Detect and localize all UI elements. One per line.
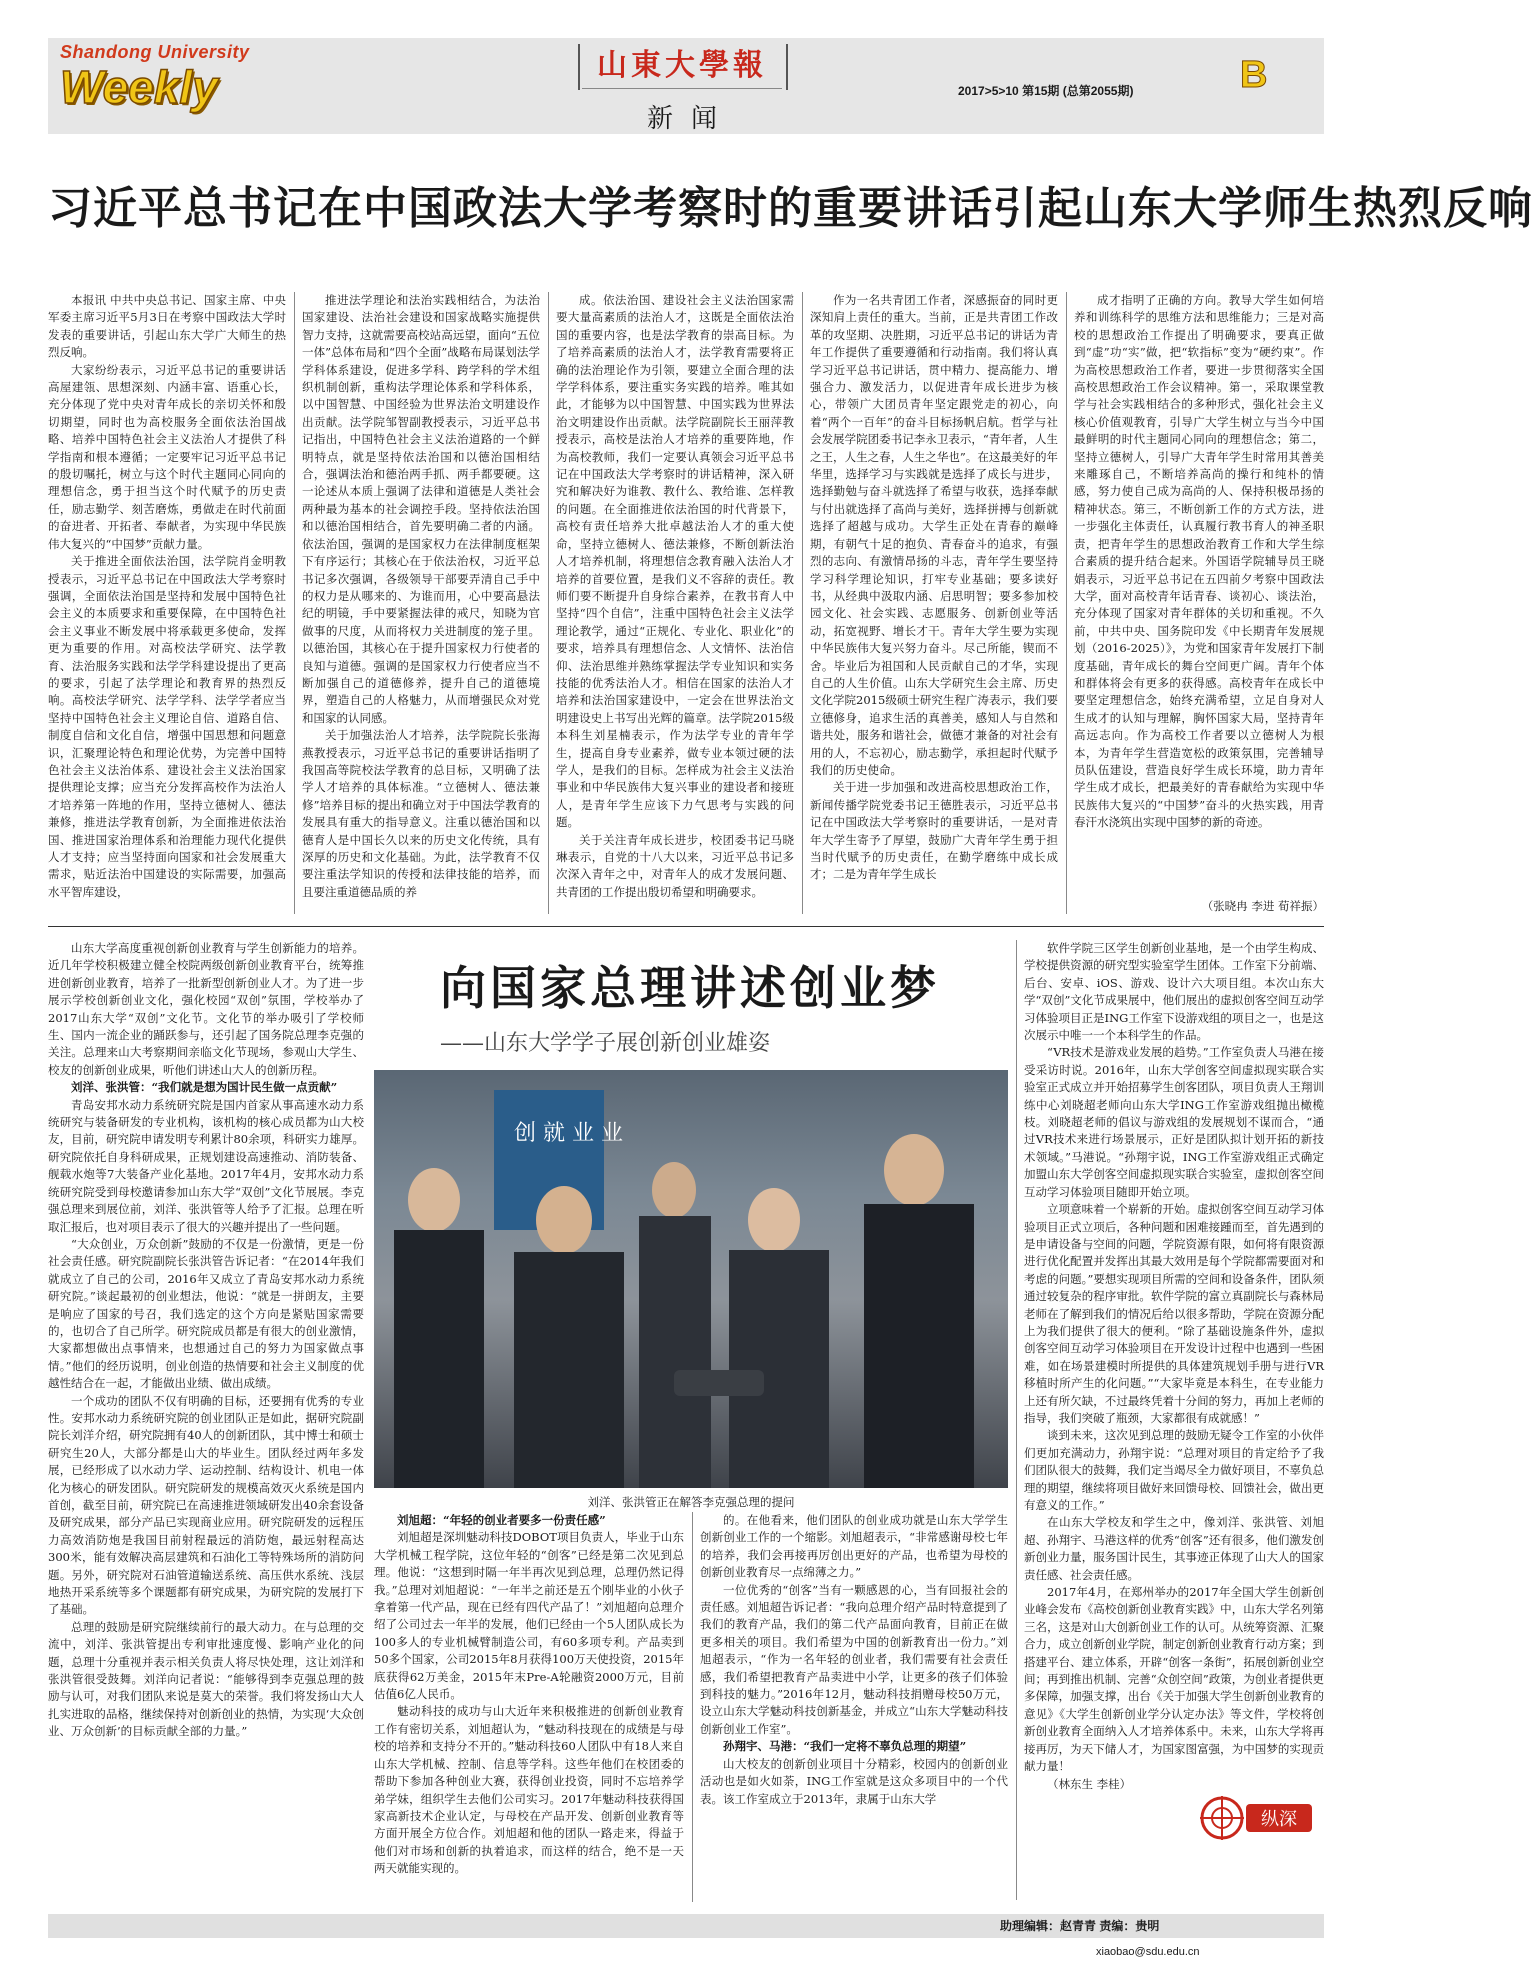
footer-email: xiaobao@sdu.edu.cn (1096, 1946, 1200, 1958)
paragraph: 立项意味着一个崭新的开始。虚拟创客空间互动学习体验项目正式立项后，各种问题和困难接踵而至，首先遇到的是申请设备与空间的问题，学院资源有限，如何将有限资源进行优化配置并发挥出其最大效用是每个学院都需要面对和考虑的问题。”要想实现项目所需的空间和设备条件，团队须通过较复杂的程序审批。软件学院的富立真副院长与森林局老师在了解到我们的情况后给以很多帮助，学院在资源分配上为我们提供了很大的便利。“除了基础设施条件外，虚拟创客空间互动学习体验项目在开发设计过程中也遇到一些困难，如在场景建模时所提供的具体建筑规划手册与进行VR移植时所产生的化问题。”“大家毕竟是本科生，在专业能力上还有所欠缺，不过最终凭着十分间的努力，再加上老师的指导，我们突破了瓶颈，大家都很有成就感！” (1024, 1202, 1324, 1425)
paragraph: 推进法学理论和法治实践相结合，为法治国家建设、法治社会建设和国家战略实施提供智力支持，这就需要高校站高远望，面向“五位一体”总体布局和“四个全面”战略布局谋划法学学科体系建设，促进多学科、跨学科的学术组织机制创新，重构法学理论体系和学科体系，以中国智慧、中国经验为世界法治文明建设作出贡献。法学院邹智副教授表示，习近平总书记指出，中国特色社会主义法治道路的一个鲜明特点，就是坚持依法治国和以德治国相结合，强调法治和德治两手抓、两手都要硬。这一论述从本质上强调了法律和道德是人类社会两种最为基本的社会调控手段。坚持依法治国和以德治国相结合，首先要明确二者的内涵。依法治国，强调的是国家权力在法律制度框架下有序运行；其核心在于依法治权，习近平总书记多次强调，各级领导干部要弄清自己手中的权力是从哪来的、为谁而用，心中要高悬法纪的明镜，手中要紧握法律的戒尺，知晓为官做事的尺度，从而将权力关进制度的笼子里。以德治国，其核心在于提升国家权力行使者的良知与道德。强调的是国家权力行使者应当不断加强自己的道德修养，提升自己的道德境界，塑造自己的人格魅力，从而增强民众对党和国家的认同感。 (302, 293, 540, 725)
column-rule (294, 292, 295, 914)
masthead-title: 山東大學報 (597, 48, 767, 83)
column-rule (1016, 940, 1017, 1900)
paragraph: “VR技术是游戏业发展的趋势。”工作室负责人马港在接受采访时说。2016年，山东大学创客空间虚拟现实联合实验室正式成立并开始招募学生创客团队，项目负责人王翔训练中心刘晓超老师向山东大学ING工作室游戏组抛出橄榄枝。刘晓超老师的倡议与游戏组的发展规划不谋而合，“通过VR技术来进行场景展示，正好是团队拟计划开拓的新技术领域。”马港说。“孙翔宇说，ING工作室游戏组正式确定加盟山东大学创客空间虚拟现实联合实验室，虚拟创客空间互动学习体验项目随即开始立项。 (1024, 1045, 1324, 1199)
paragraph: 大家纷纷表示，习近平总书记的重要讲话高屋建瓴、思想深刻、内涵丰富、语重心长，充分体现了党中央对青年成长的亲切关怀和殷切期望，同时也为高校服务全面依法治国战略、培养中国特色社会主义法治人才提供了科学指南和根本遵循；一定要牢记习近平总书记的殷切嘱托，树立与这个时代主题同心同向的理想信念，勇于担当这个时代赋予的历史责任，励志勤学、刻苦磨炼，勇做走在时代前面的奋进者、开拓者、奉献者，为实现中华民族伟大复兴的“中国梦”贡献力量。 (48, 362, 286, 551)
paragraph: 在山东大学校友和学生之中，像刘洋、张洪管、刘旭超、孙翔宇、马港这样的优秀“创客”还有很多，他们激发创新创业力量，服务国计民生，其事迹正体现了山大人的国家责任感、社会责任感。 (1024, 1515, 1324, 1582)
section-stamp (1200, 1794, 1316, 1842)
feature-column-middle-2 (700, 1512, 1008, 1905)
article-column-5 (1074, 292, 1324, 896)
paragraph: 青岛安邦水动力系统研究院是国内首家从事高速水动力系统研究与装备研发的专业机构，该机构的核心成员都为山大校友，目前，研究院申请发明专利累计80余项，科研实力雄厚。研究院依托自身科研成果，正规划建设高速推动、消防装备、舰载水炮等7大装备产业化基地。2017年4月，安邦水动力系统研究院受到母校邀请参加山东大学“双创”文化节展展。李克强总理来到展位前，刘洋、张洪管等人给予了汇报。总理在听取汇报后，也对项目表示了很大的兴趣并提出了一些问题。 (48, 1097, 364, 1234)
section-divider (48, 926, 1324, 927)
column-rule (692, 1512, 693, 1902)
paragraph: 谈到未来，这次见到总理的鼓励无疑令工作室的小伙伴们更加充满动力，孙翔宇说：“总理对项目的肯定给予了我们团队很大的鼓舞，我们定当竭尽全力做好项目，不辜负总理的期望，继续将项目做好来回馈母校、回馈社会，做出更有意义的工作。” (1024, 1428, 1324, 1512)
issue-line: 2017>5>10 第15期 (总第2055期) (958, 84, 1134, 98)
photo-illustration (374, 1070, 1008, 1488)
article-column-3 (556, 292, 794, 916)
paragraph: 山东大学高度重视创新创业教育与学生创新能力的培养。近几年学校积极建立健全校院两级创新创业教育平台，统筹推进创新创业教育，培养了一批新型创新创业人才。为了进一步展示学校创新创业文化，强化校园“双创”氛围，学校举办了2017山东大学“双创”文化节。文化节的举办吸引了学校师生、国内一流企业的踊跃参与，还引起了国务院总理李克强的关注。总理来山大考察期间亲临文化节现场，参观山大学生、校友的创新创业成果，听他们讲述山大人的创新历程。 (48, 941, 364, 1077)
paragraph: 总理的鼓励是研究院继续前行的最大动力。在与总理的交流中，刘洋、张洪管提出专利审批速度慢、影响产业化的问题，总理十分重视并表示相关负责人将尽快处理，这让刘洋和张洪管很受鼓舞。刘洋向记者说：“能够得到李克强总理的鼓励与认可，对我们团队来说是莫大的荣誉。我们将发扬山大人扎实进取的品格，继续保持对创新创业的热情，为实现‘大众创业、万众创新’的目标贡献全部的力量。” (48, 1619, 364, 1739)
article-byline: （张晓冉 李进 荀祥振） (1201, 899, 1324, 913)
main-headline: 习近平总书记在中国政法大学考察时的重要讲话引起山东大学师生热烈反响 (48, 183, 1533, 234)
paragraph: 刘旭超：“年轻的创业者要多一份责任感” (397, 1513, 606, 1527)
paragraph: 关于关注青年成长进步，校团委书记马晓琳表示，自党的十八大以来，习近平总书记多次深入青年之中，对青年人的成才发展问题、共青团的工作提出殷切希望和明确要求。 (556, 832, 794, 899)
footer-editors: 助理编辑：赵青青 责编：贵明 (1000, 1919, 1160, 1933)
paragraph: 本报讯 中共中央总书记、国家主席、中央军委主席习近平5月3日在考察中国政法大学时发表的重要讲话，引起山东大学广大师生的热烈反响。 (48, 293, 286, 360)
paragraph: 一位优秀的“创客”当有一颗感恩的心，当有回报社会的责任感。刘旭超告诉记者：“我向总理介绍产品时特意提到了我们的教育产品，我们的第二代产品面向教育，目前正在做更多相关的项目。我们希望为中国的创新教育出一份力。”刘旭超表示，“作为一名年轻的创业者，我们需要有社会责任感，我们希望把教育产品卖进中小学，让更多的孩子们体验到科技的魅力。”2016年12月，魅动科技捐赠母校50万元，设立山东大学魅动科技创新基金，并成立“山东大学魅动科技创新创业工作室”。 (700, 1582, 1008, 1736)
paragraph: 关于进一步加强和改进高校思想政治工作，新闻传播学院党委书记王德胜表示，习近平总书记在中国政法大学考察时的重要讲话，一是对青年大学生寄予了厚望，鼓励广大青年学生勇于担当时代赋予的历史责任，在勤学磨练中成长成才；二是为青年学生成长 (810, 780, 1058, 882)
feature-headline: 向国家总理讲述创业梦 (440, 961, 940, 1015)
paragraph: 魅动科技的成功与山大近年来积极推进的创新创业教育工作有密切关系，刘旭超认为，“魅动科技现在的成绩是与母校的培养和支持分不开的。”魅动科技60人团队中有18人来自山东大学机械、控制、信息等学科。这些年他们在校团委的帮助下参加各种创业大赛，获得创业投资，同时不忘培养学弟学妹，组织学生去他们公司实习。2017年魅动科技获得国家高新技术企业认定，与母校在产品开发、创新创业教育等方面开展全方位合作。刘旭超和他的团队一路走来，得益于他们对市场和创新的执着追求，而这样的结合，绝不是一天两天就能实现的。 (374, 1704, 684, 1876)
paragraph: 成才指明了正确的方向。教导大学生如何培养和训练科学的思维方法和思维能力；三是对高校的思想政治工作提出了明确要求，要真正做到“虚”功“实”做，把“软指标”变为“硬约束”。作为高校思想政治工作者，要进一步贯彻落实全国高校思想政治工作会议精神。第一，采取课堂教学与社会实践相结合的多种形式，强化社会主义核心价值观教育，引导广大学生树立与当今中国最鲜明的时代主题同心同向的理想信念；第二，坚持立德树人，引导广大青年学生时常用其善美来雕琢自己，不断培养高尚的操行和纯朴的情感，努力使自己成为高尚的人、保持积极昂扬的精神状态。第三，不断创新工作的方式方法，进一步强化主体责任，认真履行教书育人的神圣职责，把青年学生的思想政治教育工作和大学生综合素质的提升结合起来。外国语学院辅导员王晓娟表示，习近平总书记在五四前夕考察中国政法大学，面对高校青年话青春、谈初心、谈法治，充分体现了国家对青年群体的关切和重视。不久前，中共中央、国务院印发《中长期青年发展规划（2016-2025）》，为党和国家青年发展打下制度基础，青年成长的舞台空间更广阔。青年个体和群体将会有更多的获得感。高校青年在成长中要坚定理想信念，始终充满希望，立足自身对人生成才的认知与理解，胸怀国家大局，坚持青年高远志向。作为高校工作者要以立德树人为根本，为青年学生营造宽松的政策氛围，完善辅导员队伍建设，营造良好学生成长环境，助力青年学生成才成长，把最美好的青春献给为实现中华民族伟大复兴的“中国梦”奋斗的火热实践，用青春汗水浇筑出实现中国梦的新的奇迹。 (1074, 293, 1324, 830)
column-rule (802, 292, 803, 914)
masthead-right-rule (786, 44, 788, 90)
paragraph: 一个成功的团队不仅有明确的目标，还要拥有优秀的专业性。安邦水动力系统研究院的创业团队正是如此，据研究院副院长刘洋介绍，研究院拥有40人的创新团队，其中博士和硕士研究生20人，大部分都是山大的毕业生。团队经过两年多发展，已经形成了以水动力学、运动控制、结构设计、机电一体化为核心的研发团队。研究院研发的规模高效灭火系统是国内首创，截至目前，研究院已在高速推进领域研发出40余套设备及研究成果，部分产品已实现商业应用。研究院研发的远程压力高效消防炮是我国目前射程最远的消防炮，最远射程高达300米，能有效解决高层建筑和石油化工等特殊场所的消防问题。另外，研究院对石油管道输送系统、高压供水系统、浅层地热开采系统等多个课题都有研究成果，为研究院的发展打下了基础。 (48, 1393, 364, 1617)
paragraph: 的。在他看来，他们团队的创业成功就是山东大学学生创新创业工作的一个缩影。刘旭超表示，“非常感谢母校七年的培养，我们会再接再厉创出更好的产品，也希望为母校的创新创业教育尽一点绵薄之力。” (700, 1513, 1008, 1580)
paragraph: 山大校友的创新创业项目十分精彩，校园内的创新创业活动也是如火如荼，ING工作室就是这众多项目中的一个代表。该工作室成立于2013年，隶属于山东大学 (700, 1756, 1008, 1806)
paragraph: 刘旭超是深圳魅动科技DOBOT项目负责人，毕业于山东大学机械工程学院，这位年轻的“创客”已经是第二次见到总理。他说：“这想到时隔一年半再次见到总理，总理仍然记得我。”总理对刘旭超说：“一年半之前还是五个刚毕业的小伙子拿着第一代产品，现在已经有四代产品了！”刘旭超向总理介绍了公司过去一年半的发展，他们已经由一个5人团队成长为100多人的专业机械臂制造公司，有60多项专利。产品卖到50多个国家，公司2015年8月获得100万天使投资，2015年底获得62万美金，2015年末Pre-A轮融资2000万元，目前估值6亿人民币。 (374, 1530, 684, 1702)
feature-subhead: ——山东大学学子展创新创业雄姿 (440, 1031, 771, 1056)
paragraph: “大众创业，万众创新”鼓励的不仅是一份激情，更是一份社会责任感。研究院副院长张洪管告诉记者：“在2014年我们就成立了自己的公司，2016年又成立了青岛安邦水动力系统研究院。”谈起最初的创业想法，他说：“就是一拼朗友，主要是响应了国家的号召，我们选定的这个方向是紧贴国家需要的，也切合了自己所学。研究院成员都是有很大的创业激情，大家都想做出点事情来，也想通过自己的努力为国家做点事情。”他们的经历说明，创业创造的热情要和社会主义制度的优越性结合在一起，才能做出业绩、做出成绩。 (48, 1236, 364, 1391)
article-column-1 (48, 292, 286, 916)
section-letter: B (1240, 54, 1268, 96)
brand-logo (60, 42, 300, 122)
photo-caption: 刘洋、张洪管正在解答李克强总理的提问 (587, 1495, 795, 1509)
section-name: 新闻 (646, 104, 735, 134)
paragraph: 关于加强法治人才培养，法学院院长张海燕教授表示，习近平总书记的重要讲话指明了我国高等院校法学教育的总目标，又明确了法学人才培养的具体标准。“立德树人、德法兼修”培养目标的提出和确立对于中国法学教育的发展具有重大的指导意义。注重以德治国和以德育人是中国长久以来的历史文化传统，具有深厚的历史和文化基础。为此，法学教育不仅要注重法学知识的传授和法律技能的培养，而且要注重道德品质的养 (302, 728, 540, 899)
feature-photo (374, 1070, 1008, 1488)
masthead (582, 40, 782, 132)
column-rule (548, 292, 549, 914)
brand-main-text: Weekly (60, 61, 218, 113)
paragraph: 作为一名共青团工作者，深感振奋的同时更深知肩上责任的重大。当前，正是共青团工作改革的攻坚期、决胜期，习近平总书记的讲话为青年工作提供了重要遵循和行动指南。我们将认真学习近平总书记讲话，贯中精力、提高能力、增强合力、激发活力，以促进青年成长进步为核心，带领广大团员青年坚定跟党走的初心，向着“两个一百年”的奋斗目标扬帆启航。哲学与社会发展学院团委书记李永卫表示，“青年者，人生之王，人生之春，人生之华也”。在这最美好的年华里，选择学习与实践就是选择了成长与进步，选择勤勉与奋斗就选择了希望与收获，选择奉献与付出就选择了高尚与美好，选择拼搏与创新就选择了超越与成功。大学生正处在青春的巅峰期，有朝气十足的抱负、青春奋斗的追求，有强烈的志向、有激情昂扬的斗志，青年学生要坚持学习科学理论知识，打牢专业基础；要多读好书，从经典中汲取内涵、启思明智；要多参加校园文化、社会实践、志愿服务、创新创业等活动，拓宽视野、增长才干。青年大学生要为实现中华民族伟大复兴努力奋斗。尽己所能，锲而不舍。毕业后为祖国和人民贡献自己的才华，实现自己的人生价值。山东大学研究生会主席、历史文化学院2015级硕士研究生程广涛表示，我们要立德修身，追求生活的真善美，感知人与自然和谐共处，服务和谐社会，做德才兼备的对社会有用的人，不忘初心，励志勤学，承担起时代赋予我们的历史使命。 (810, 293, 1058, 777)
masthead-divider (582, 88, 782, 89)
feature-column-middle-1 (374, 1512, 684, 1905)
article-column-2 (302, 292, 540, 916)
paragraph: 软件学院三区学生创新创业基地，是一个由学生构成、学校提供资源的研究型实验室学生团体。工作室下分前端、后台、安卓、iOS、游戏、设计六大项目组。本次山东大学“双创”文化节成果展中，他们展出的虚拟创客空间互动学习体验项目正是ING工作室下设游戏组的项目之一，也是这次展示中唯一一个本科学生的作品。 (1024, 941, 1324, 1043)
column-rule (1066, 292, 1067, 914)
stamp-text: 纵深 (1261, 1809, 1297, 1830)
feature-column-left (48, 940, 364, 1905)
paragraph: 孙翔宇、马港：“我们一定将不辜负总理的期望” (723, 1739, 967, 1754)
banner-text: 创 就 业 业 (514, 1121, 623, 1146)
paragraph: 成。依法治国、建设社会主义法治国家需要大量高素质的法治人才，这既是全面依法治国的重要内容，也是法学教育的崇高目标。为了培养高素质的法治人才，法学教育需要将正确的法治理论作为引领，要建立全面合理的法学学科体系，要注重实务实践的培养。唯其如此，才能够为以中国智慧、中国实践为世界法治文明建设作出贡献。法学院副院长王丽萍教授表示，高校是法治人才培养的重要阵地，作为高校教师，我们一定要认真领会习近平总书记在中国政法大学考察时的讲话精神，深入研究和解决好为谁教、教什么、教给谁、怎样教的问题。在全面推进依法治国的时代背景下，高校有责任培养大批卓越法治人才的重大使命，坚持立德树人、德法兼修，不断创新法治人才培养机制，将理想信念教育融入法治人才培养的首要位置，是我们义不容辞的责任。教师们要不断提升自身综合素养，在教书育人中坚持“四个自信”，注重中国特色社会主义法学理论教学，通过“正规化、专业化、职业化”的要求，培养具有理想信念、人文情怀、法治信仰、法治思维并熟练掌握法学专业知识和实务技能的优秀法治人才。相信在国家的法治人才培养和法治国家建设中，一定会在世界法治文明建设史上书写出光辉的篇章。法学院2015级本科生刘星楠表示，作为法学专业的青年学生，提高自身专业素养，做专业本领过硬的法学人，是我们的目标。怎样成为社会主义法治事业和中华民族伟大复兴事业的建设者和接班人，是青年学生应该下力气思考与实践的问题。 (556, 293, 794, 830)
brand-top-text: Shandong University (60, 42, 250, 62)
paragraph: 刘洋、张洪管：“我们就是想为国计民生做一点贡献” (71, 1080, 338, 1095)
paragraph: （林东生 李桂） (1047, 1776, 1132, 1791)
paragraph: 2017年4月，在郑州举办的2017年全国大学生创新创业峰会发布《高校创新创业教育实践》中，山东大学名列第三名，这是对山大创新创业工作的认可。从统筹资源、汇聚合力，成立创新创业学院，制定创新创业教育行动方案；到搭建平台、建立体系，开辟“创客一条街”，拓展创新创业空间；再到推出机制、完善“众创空间”政策，为创业者提供更多保障，加强支撑，出台《关于加强大学生创新创业教育的意见》《大学生创新创业学分认定办法》等文件，学校将创新创业教育全面纳入人才培养体系中。未来，山东大学将再接再厉，为天下储人才，为国家图富强，为中国梦的实现贡献力量！ (1024, 1585, 1324, 1774)
article-column-4 (810, 292, 1058, 916)
feature-column-right (1024, 940, 1324, 1905)
paragraph: 关于推进全面依法治国，法学院肖金明教授表示，习近平总书记在中国政法大学考察时强调，全面依法治国是坚持和发展中国特色社会主义的本质要求和重要保障，在中国特色社会主义事业不断发展中将承载更多使命，发挥更为重要的作用。对高校法学研究、法学教育、法治服务实践和法学学科建设提出了更高的要求，引起了法学理论和教育界的热烈反响。高校法学研究、法学学科、法学学者应当坚持中国特色社会主义理论自信、道路自信、制度自信和文化自信，增强中国思想和问题意识，汇聚理论特色和理论优势，为完善中国特色社会主义法治体系、建设社会主义法治国家提供理论支撑；应当充分发挥高校作为法治人才培养第一阵地的作用，坚持立德树人、德法兼修，推进法学教育创新，为全面推进依法治国、推进国家治理体系和治理能力现代化提供人才支持；应当坚持面向国家和社会发展重大需求，贴近法治中国建设的实际需要，加强高水平智库建设， (48, 554, 286, 899)
masthead-left-rule (578, 44, 580, 90)
